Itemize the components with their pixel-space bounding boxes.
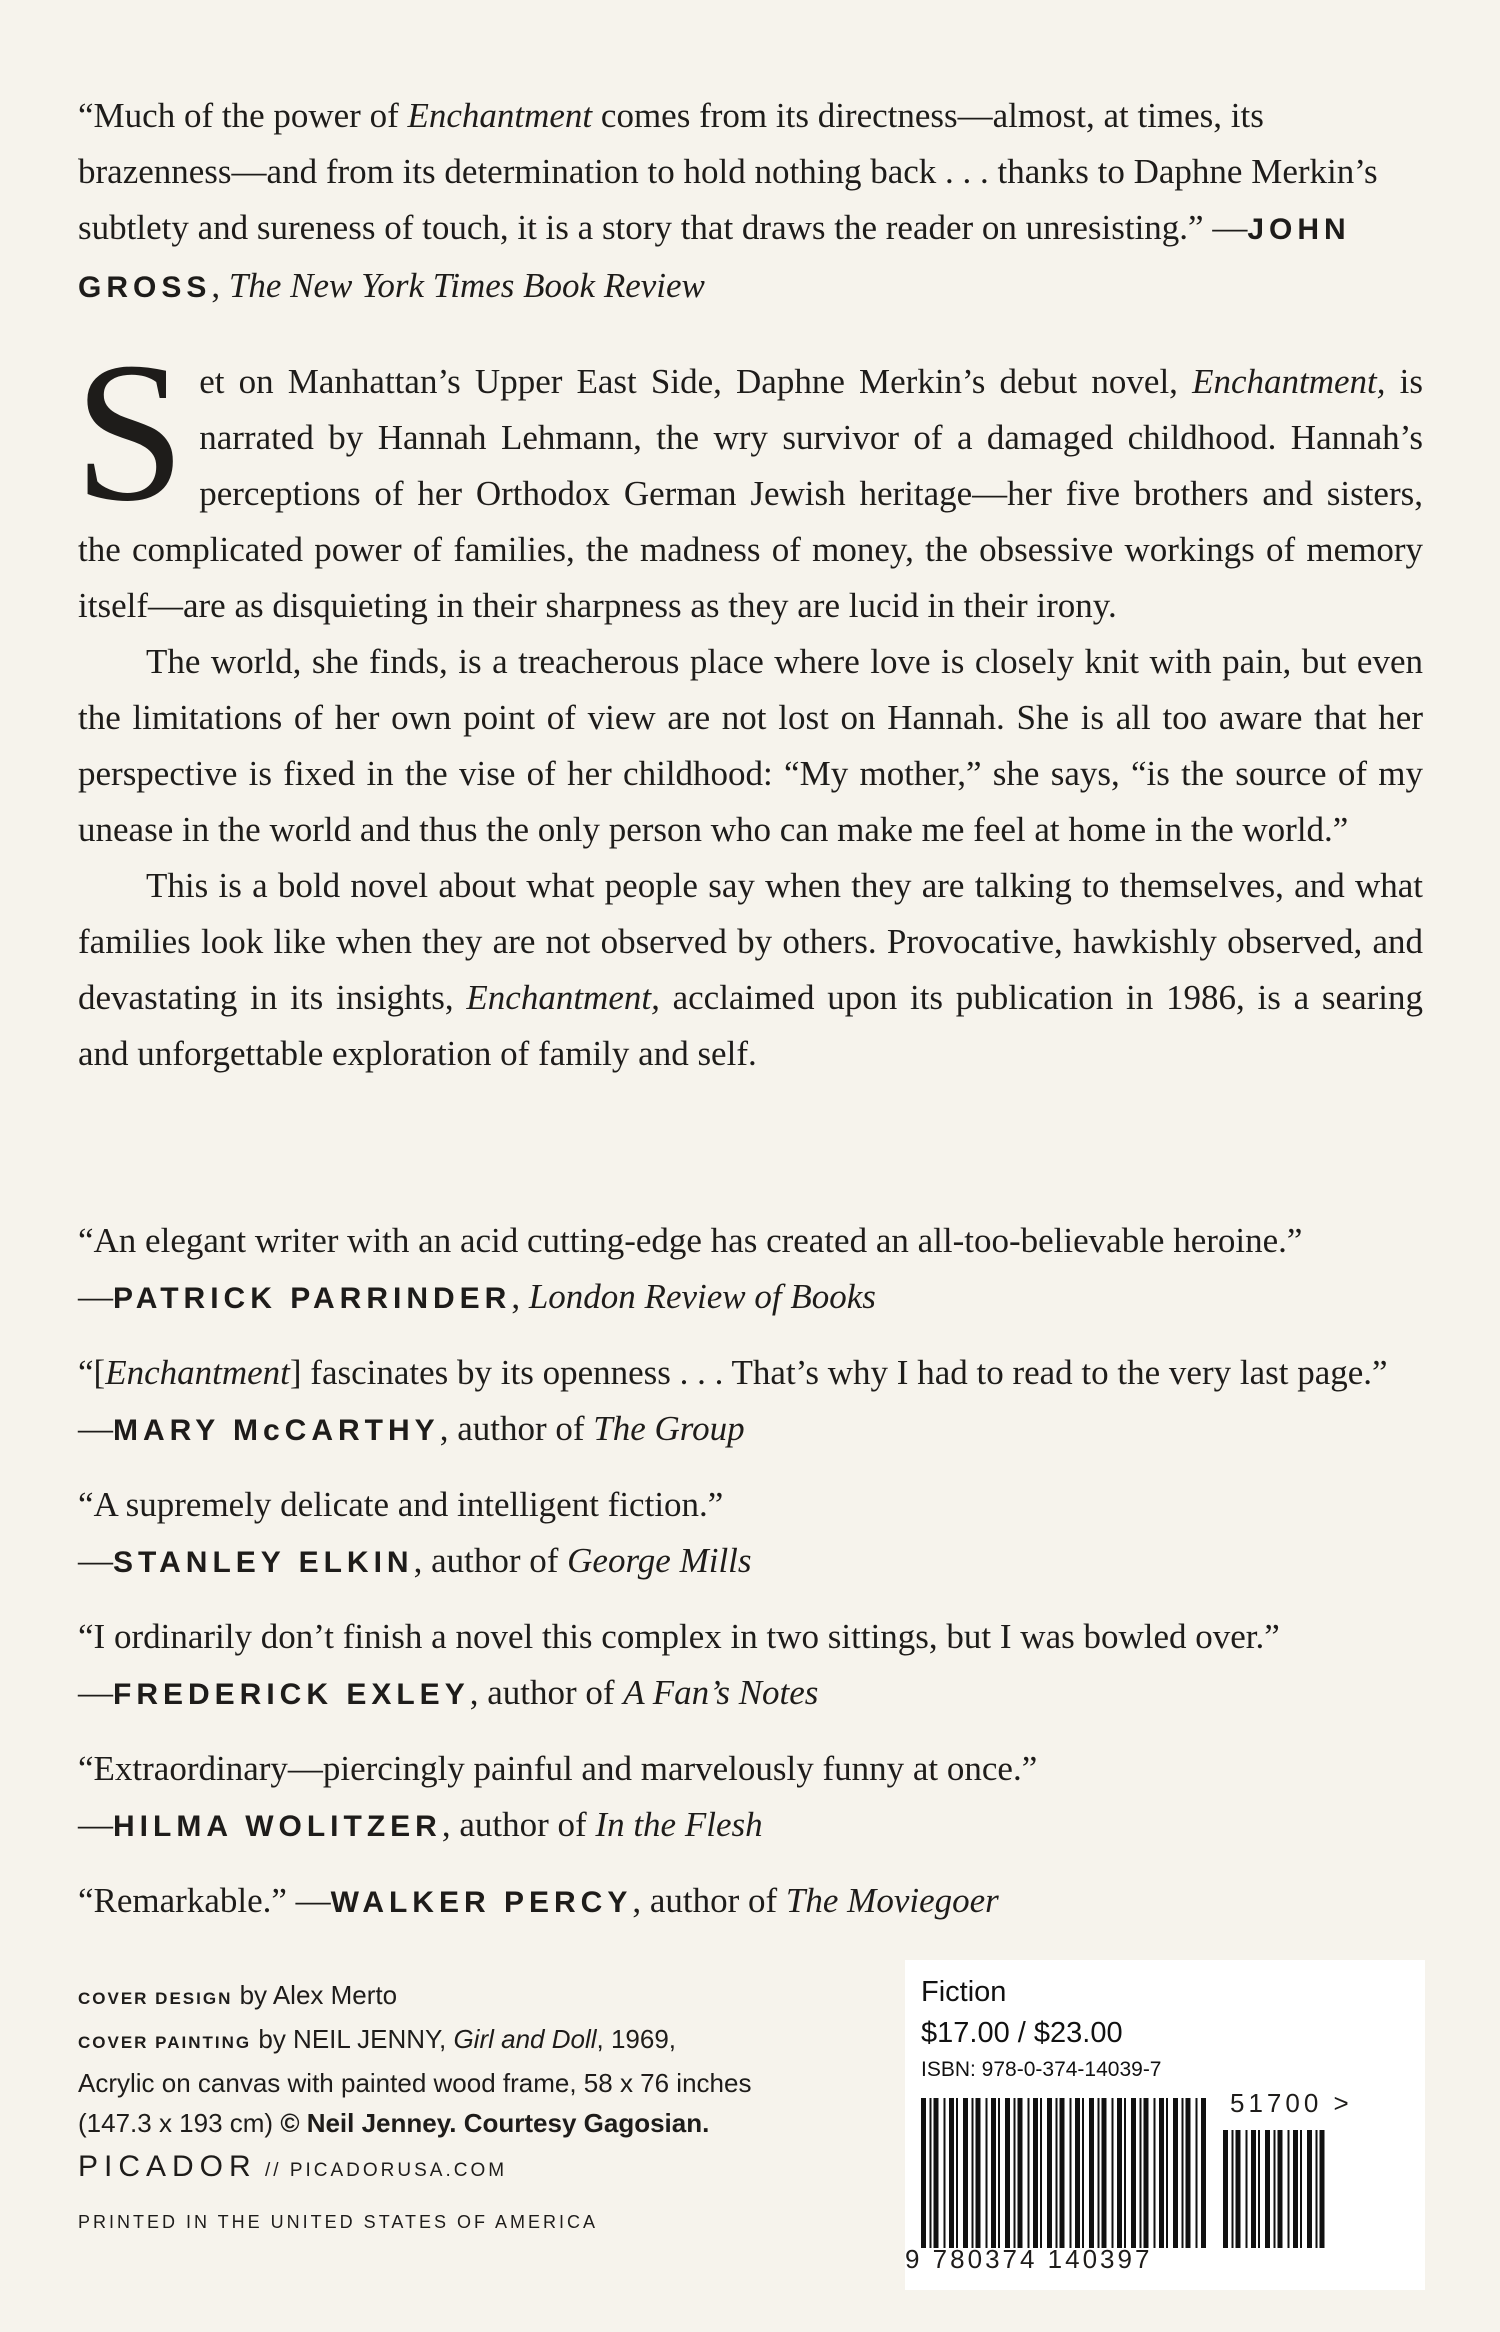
- barcode-bar: [976, 2098, 981, 2248]
- reviewer-name: PATRICK PARRINDER: [113, 1282, 512, 1315]
- barcode-bar: [1047, 2098, 1052, 2248]
- review-quote: “An elegant writer with an acid cutting-edge has created an all-too-believable heroine.” —PATRICK PARRINDER, London Review of Books: [78, 1221, 1303, 1316]
- reviewer-name: FREDERICK EXLEY: [113, 1678, 470, 1711]
- cover-credits: COVER DESIGN by Alex Merto COVER PAINTING by NEIL JENNY, Girl and Doll, 1969, Acrylic on canvas with painted wood frame, 58 x 76 inches (147.3 x 193 cm) © Neil Jenney. Courtesy Gagosian.: [78, 1980, 752, 2138]
- review-source: George Mills: [567, 1541, 752, 1580]
- publisher-url: PICADORUSA.COM: [289, 2160, 508, 2181]
- barcode-bar: [1070, 2098, 1072, 2248]
- barcode-bar: [1154, 2098, 1156, 2248]
- barcode-bar: [1278, 2130, 1283, 2248]
- barcode-bar: [1131, 2098, 1136, 2248]
- description-paragraph: The world, she finds, is a treacherous place where love is closely knit with pain, but even the limitations of her own point of view are not lost on Hannah. She is all too aware that her perspective is fixed in the vise of her childhood: “My mother,” she says, “is the source of my unease in the world and thus the only person who can make me feel at home in the world.”: [78, 642, 1423, 849]
- barcode-bar: [1033, 2098, 1038, 2248]
- barcode-bar: [1258, 2130, 1260, 2248]
- review-quote: “I ordinarily don’t finish a novel this complex in two sittings, but I was bowled over.” —FREDERICK EXLEY, author of A Fan’s Notes: [78, 1617, 1280, 1712]
- barcode-bar: [1098, 2098, 1100, 2248]
- barcode-bar: [1196, 2098, 1198, 2248]
- description-paragraph: This is a bold novel about what people say when they are talking to themselves, and what families look like when they are not observed by others. Provocative, hawkishly observed, and devastating in its insights, Enchantment, acclaimed upon its publication in 1986, is a searing and unforgettable exploration of family and self.: [78, 866, 1423, 1073]
- barcode-bar: [991, 2098, 996, 2248]
- credit-label: COVER PAINTING: [78, 2033, 252, 2052]
- reviewer-name: HILMA WOLITZER: [113, 1810, 442, 1843]
- barcode-bar: [1232, 2130, 1234, 2248]
- price-barcode-box: [905, 1960, 1425, 2290]
- book-title: Enchantment: [407, 96, 593, 135]
- barcode-bar: [934, 2098, 939, 2248]
- barcode-bar: [963, 2098, 968, 2248]
- barcode-bar: [1140, 2098, 1142, 2248]
- barcode-bar: [1320, 2130, 1325, 2248]
- quote-text: comes from its directness—almost, at times, its brazenness—and from its determination to hold nothing back . . . thanks to Daphne Merkin’s subtlety and sureness of touch, it is a story that draws the reader on unresisting.” —: [78, 96, 1378, 247]
- barcode-bar: [921, 2098, 926, 2248]
- reviewer-name: JOHN GROSS: [78, 213, 1351, 304]
- description-paragraph: Set on Manhattan’s Upper East Side, Daphne Merkin’s debut novel, Enchantment, is narrated by Hannah Lehmann, the wry survivor of a damaged childhood. Hannah’s perceptions of her Orthodox German Jewish heritage—her five brothers and sisters, the complicated power of families, the madness of money, the obsessive workings of memory itself—are as disquieting in their sharpness as they are lucid in their irony.: [74, 322, 1423, 625]
- credit-label: COVER DESIGN: [78, 1989, 233, 2008]
- ean-barcode-bars: [921, 2098, 1206, 2248]
- barcode-bar: [1274, 2130, 1276, 2248]
- barcode-bar: [1293, 2130, 1298, 2248]
- isbn-label: ISBN: 978-0-374-14039-7: [921, 2058, 1162, 2081]
- barcode-bar: [1186, 2098, 1191, 2248]
- barcode-bar: [956, 2098, 958, 2248]
- book-description: [74, 322, 1423, 1082]
- barcode-bar: [930, 2098, 932, 2248]
- barcode-bar: [1159, 2098, 1164, 2248]
- barcode-bar: [1040, 2098, 1042, 2248]
- barcode-bar: [998, 2098, 1000, 2248]
- barcode-bar: [1018, 2098, 1023, 2248]
- book-title: Enchantment: [105, 1353, 290, 1392]
- barcode-bar: [1288, 2130, 1290, 2248]
- barcode-bar: [1223, 2130, 1228, 2248]
- review-source: The Moviegoer: [785, 1881, 999, 1920]
- publisher-name: PICADOR: [78, 2150, 257, 2183]
- barcode-bar: [1201, 2098, 1206, 2248]
- review-quote: “Remarkable.” —WALKER PERCY, author of The Moviegoer: [78, 1881, 999, 1920]
- quote-text: “Much of the power of: [78, 96, 408, 135]
- barcode-bar: [949, 2098, 954, 2248]
- barcode-bar: [1236, 2130, 1241, 2248]
- barcode-bar: [1182, 2098, 1184, 2248]
- reviewer-name: STANLEY ELKIN: [113, 1546, 414, 1579]
- review-source: A Fan’s Notes: [623, 1673, 819, 1712]
- barcode-bar: [1246, 2130, 1248, 2248]
- barcode-bar: [1014, 2098, 1016, 2248]
- review-source: The New York Times Book Review: [228, 266, 705, 305]
- review-source: The Group: [593, 1409, 745, 1448]
- barcode-bar: [1060, 2098, 1065, 2248]
- review-source: London Review of Books: [528, 1277, 876, 1316]
- barcode-bar: [986, 2098, 988, 2248]
- reviewer-name: WALKER PERCY: [330, 1886, 633, 1919]
- barcode-bar: [1251, 2130, 1256, 2248]
- publisher-line: PICADOR // PICADORUSA.COM: [78, 2150, 508, 2183]
- drop-cap: S: [74, 322, 186, 543]
- barcode-bar: [1075, 2098, 1080, 2248]
- printed-notice: PRINTED IN THE UNITED STATES OF AMERICA: [78, 2212, 599, 2232]
- barcode-bar: [1112, 2098, 1114, 2248]
- book-title: Enchantment,: [1192, 362, 1386, 401]
- barcode-bar: [1300, 2130, 1302, 2248]
- review-quote: “[Enchantment] fascinates by its openness . . . That’s why I had to read to the very last page.” —MARY McCARTHY, author of The Group: [78, 1353, 1388, 1448]
- barcode-bar: [1089, 2098, 1094, 2248]
- barcode-bar: [1124, 2098, 1126, 2248]
- review-quote: “Extraordinary—piercingly painful and marvelously funny at once.” —HILMA WOLITZER, author of In the Flesh: [78, 1749, 1038, 1844]
- barcode-bar: [944, 2098, 946, 2248]
- barcode-bar: [1144, 2098, 1149, 2248]
- book-title: Enchantment,: [466, 978, 660, 1017]
- ean-digits: 9 780374 140397: [905, 2244, 1153, 2274]
- barcode-bar: [1265, 2130, 1270, 2248]
- barcode-bar: [1166, 2098, 1168, 2248]
- barcode-bar: [972, 2098, 974, 2248]
- price-label: $17.00 / $23.00: [921, 2017, 1123, 2049]
- barcode-bar: [1102, 2098, 1107, 2248]
- copyright-notice: © Neil Jenney. Courtesy Gagosian.: [280, 2108, 710, 2138]
- barcode-bar: [1316, 2130, 1318, 2248]
- price-info: [921, 1972, 1162, 2086]
- barcode-bar: [1173, 2098, 1178, 2248]
- review-quotes: [78, 1213, 1423, 1949]
- barcode-bar: [1028, 2098, 1030, 2248]
- reviewer-name: MARY McCARTHY: [113, 1414, 440, 1447]
- top-review-quote: “Much of the power of Enchantment comes from its directness—almost, at times, its brazenness—and from its determination to hold nothing back . . . thanks to Daphne Merkin’s subtlety and sureness of touch, it is a story that draws the reader on unresisting.” —JOHN GROSS, The New York Times Book Review: [78, 96, 1378, 305]
- genre-label: Fiction: [921, 1976, 1007, 2008]
- painting-title: Girl and Doll: [453, 2024, 597, 2054]
- review-quote: “A supremely delicate and intelligent fiction.” —STANLEY ELKIN, author of George Mills: [78, 1485, 752, 1580]
- addon-barcode-bars: [1223, 2130, 1325, 2248]
- review-source: In the Flesh: [595, 1805, 763, 1844]
- barcode-bar: [1082, 2098, 1084, 2248]
- addon-digits: 51700 >: [1230, 2088, 1353, 2118]
- barcode-bar: [1056, 2098, 1058, 2248]
- barcode-bar: [1117, 2098, 1122, 2248]
- barcode-bar: [1005, 2098, 1010, 2248]
- barcode-bar: [1307, 2130, 1312, 2248]
